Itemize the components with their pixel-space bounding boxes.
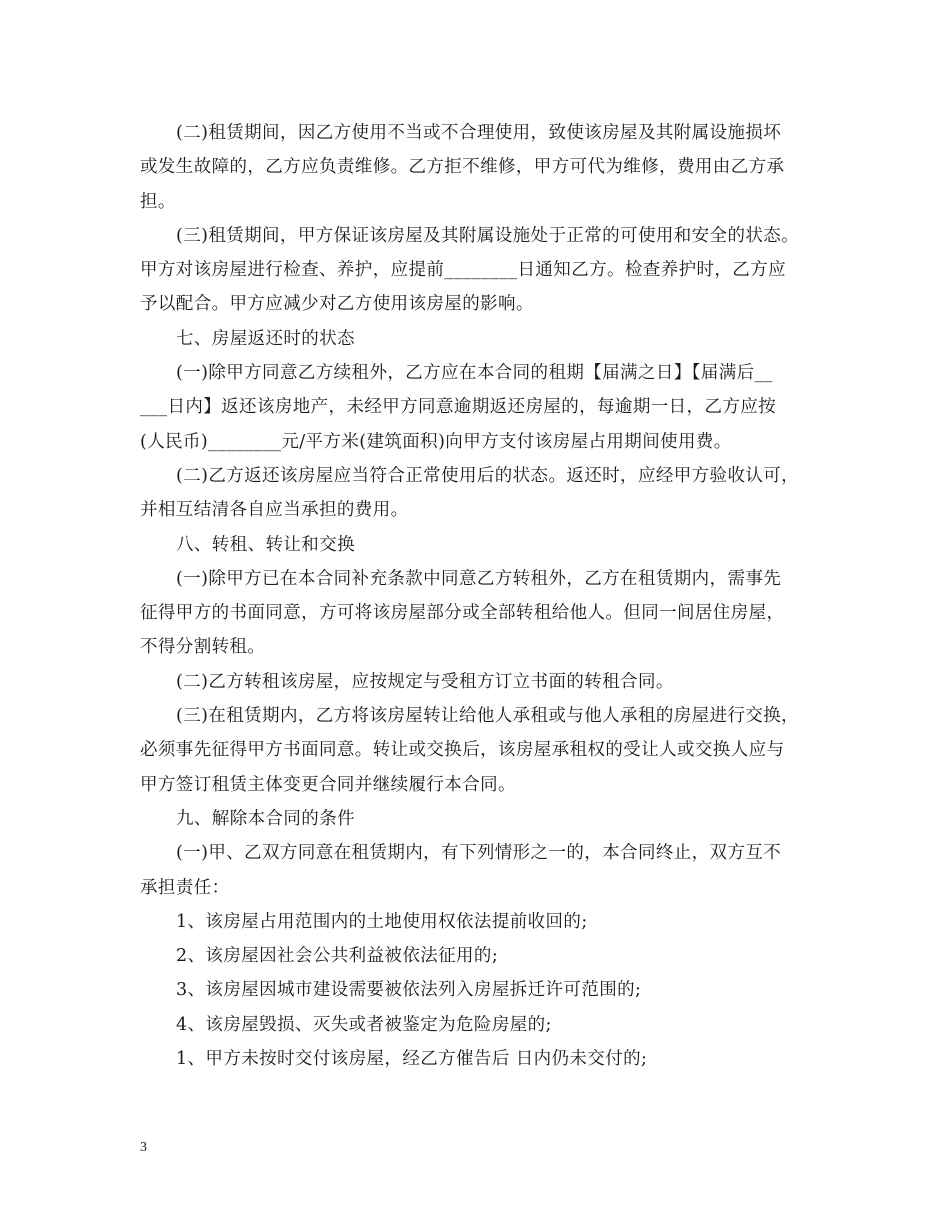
text-line: 承担责任： [140, 877, 230, 898]
text-line: 甲方签订租赁主体变更合同并继续履行本合同。 [140, 774, 516, 795]
text-line: ___日内】返还该房地产，未经甲方同意逾期返还房屋的，每逾期一日，乙方应按 [140, 397, 777, 418]
text-line: 或发生故障的，乙方应负责维修。乙方拒不维修，甲方可代为维修，费用由乙方承 [140, 157, 785, 178]
text-line: (三)在租赁期内，乙方将该房屋转让给他人承租或与他人承租的房屋进行交换， [176, 706, 800, 727]
text-line: 予以配合。甲方应减少对乙方使用该房屋的影响。 [140, 294, 534, 315]
text-line: 八、转租、转让和交换 [176, 534, 355, 555]
text-line: 2、该房屋因社会公共利益被依法征用的; [176, 946, 499, 967]
text-line: (二)租赁期间，因乙方使用不当或不合理使用，致使该房屋及其附属设施损坏 [176, 123, 782, 143]
text-line: (三)租赁期间，甲方保证该房屋及其附属设施处于正常的可使用和安全的状态。 [176, 225, 800, 246]
text-line: (一)除甲方同意乙方续租外，乙方应在本合同的租期【届满之日】【届满后__ [176, 363, 773, 384]
document-body [140, 116, 820, 1076]
text-line: 甲方对该房屋进行检查、养护，应提前________日通知乙方。检查养护时，乙方应 [140, 260, 786, 281]
text-line: (一)除甲方已在本合同补充条款中同意乙方转租外，乙方在租赁期内，需事先 [176, 568, 782, 589]
text-line: 不得分割转租。 [140, 637, 266, 658]
text-line: 1、该房屋占用范围内的土地使用权依法提前收回的; [176, 911, 588, 932]
text-line: (二)乙方转租该房屋，应按规定与受租方订立书面的转租合同。 [176, 671, 674, 692]
text-line: (二)乙方返还该房屋应当符合正常使用后的状态。返还时，应经甲方验收认可， [176, 465, 800, 486]
text-line: 1、甲方未按时交付该房屋，经乙方催告后 日内仍未交付的; [176, 1049, 648, 1070]
text-line: 并相互结清各自应当承担的费用。 [140, 500, 409, 521]
text-line: 担。 [140, 191, 176, 212]
text-line: 3、该房屋因城市建设需要被依法列入房屋拆迁许可范围的; [176, 980, 642, 1001]
text-line: (一)甲、乙双方同意在租赁期内，有下列情形之一的，本合同终止，双方互不 [176, 843, 782, 864]
text-line: 征得甲方的书面同意，方可将该房屋部分或全部转租给他人。但同一间居住房屋， [140, 603, 785, 624]
text-line: 必须事先征得甲方书面同意。转让或交换后，该房屋承租权的受让人或交换人应与 [140, 740, 785, 761]
text-line: 九、解除本合同的条件 [176, 808, 355, 829]
text-line: 七、房屋返还时的状态 [176, 328, 355, 349]
text-line: 4、该房屋毁损、灭失或者被鉴定为危险房屋的; [176, 1014, 552, 1035]
page-number: 3 [140, 1140, 147, 1155]
text-line: (人民币)________元/平方米(建筑面积)向甲方支付该房屋占用期间使用费。 [140, 431, 732, 452]
